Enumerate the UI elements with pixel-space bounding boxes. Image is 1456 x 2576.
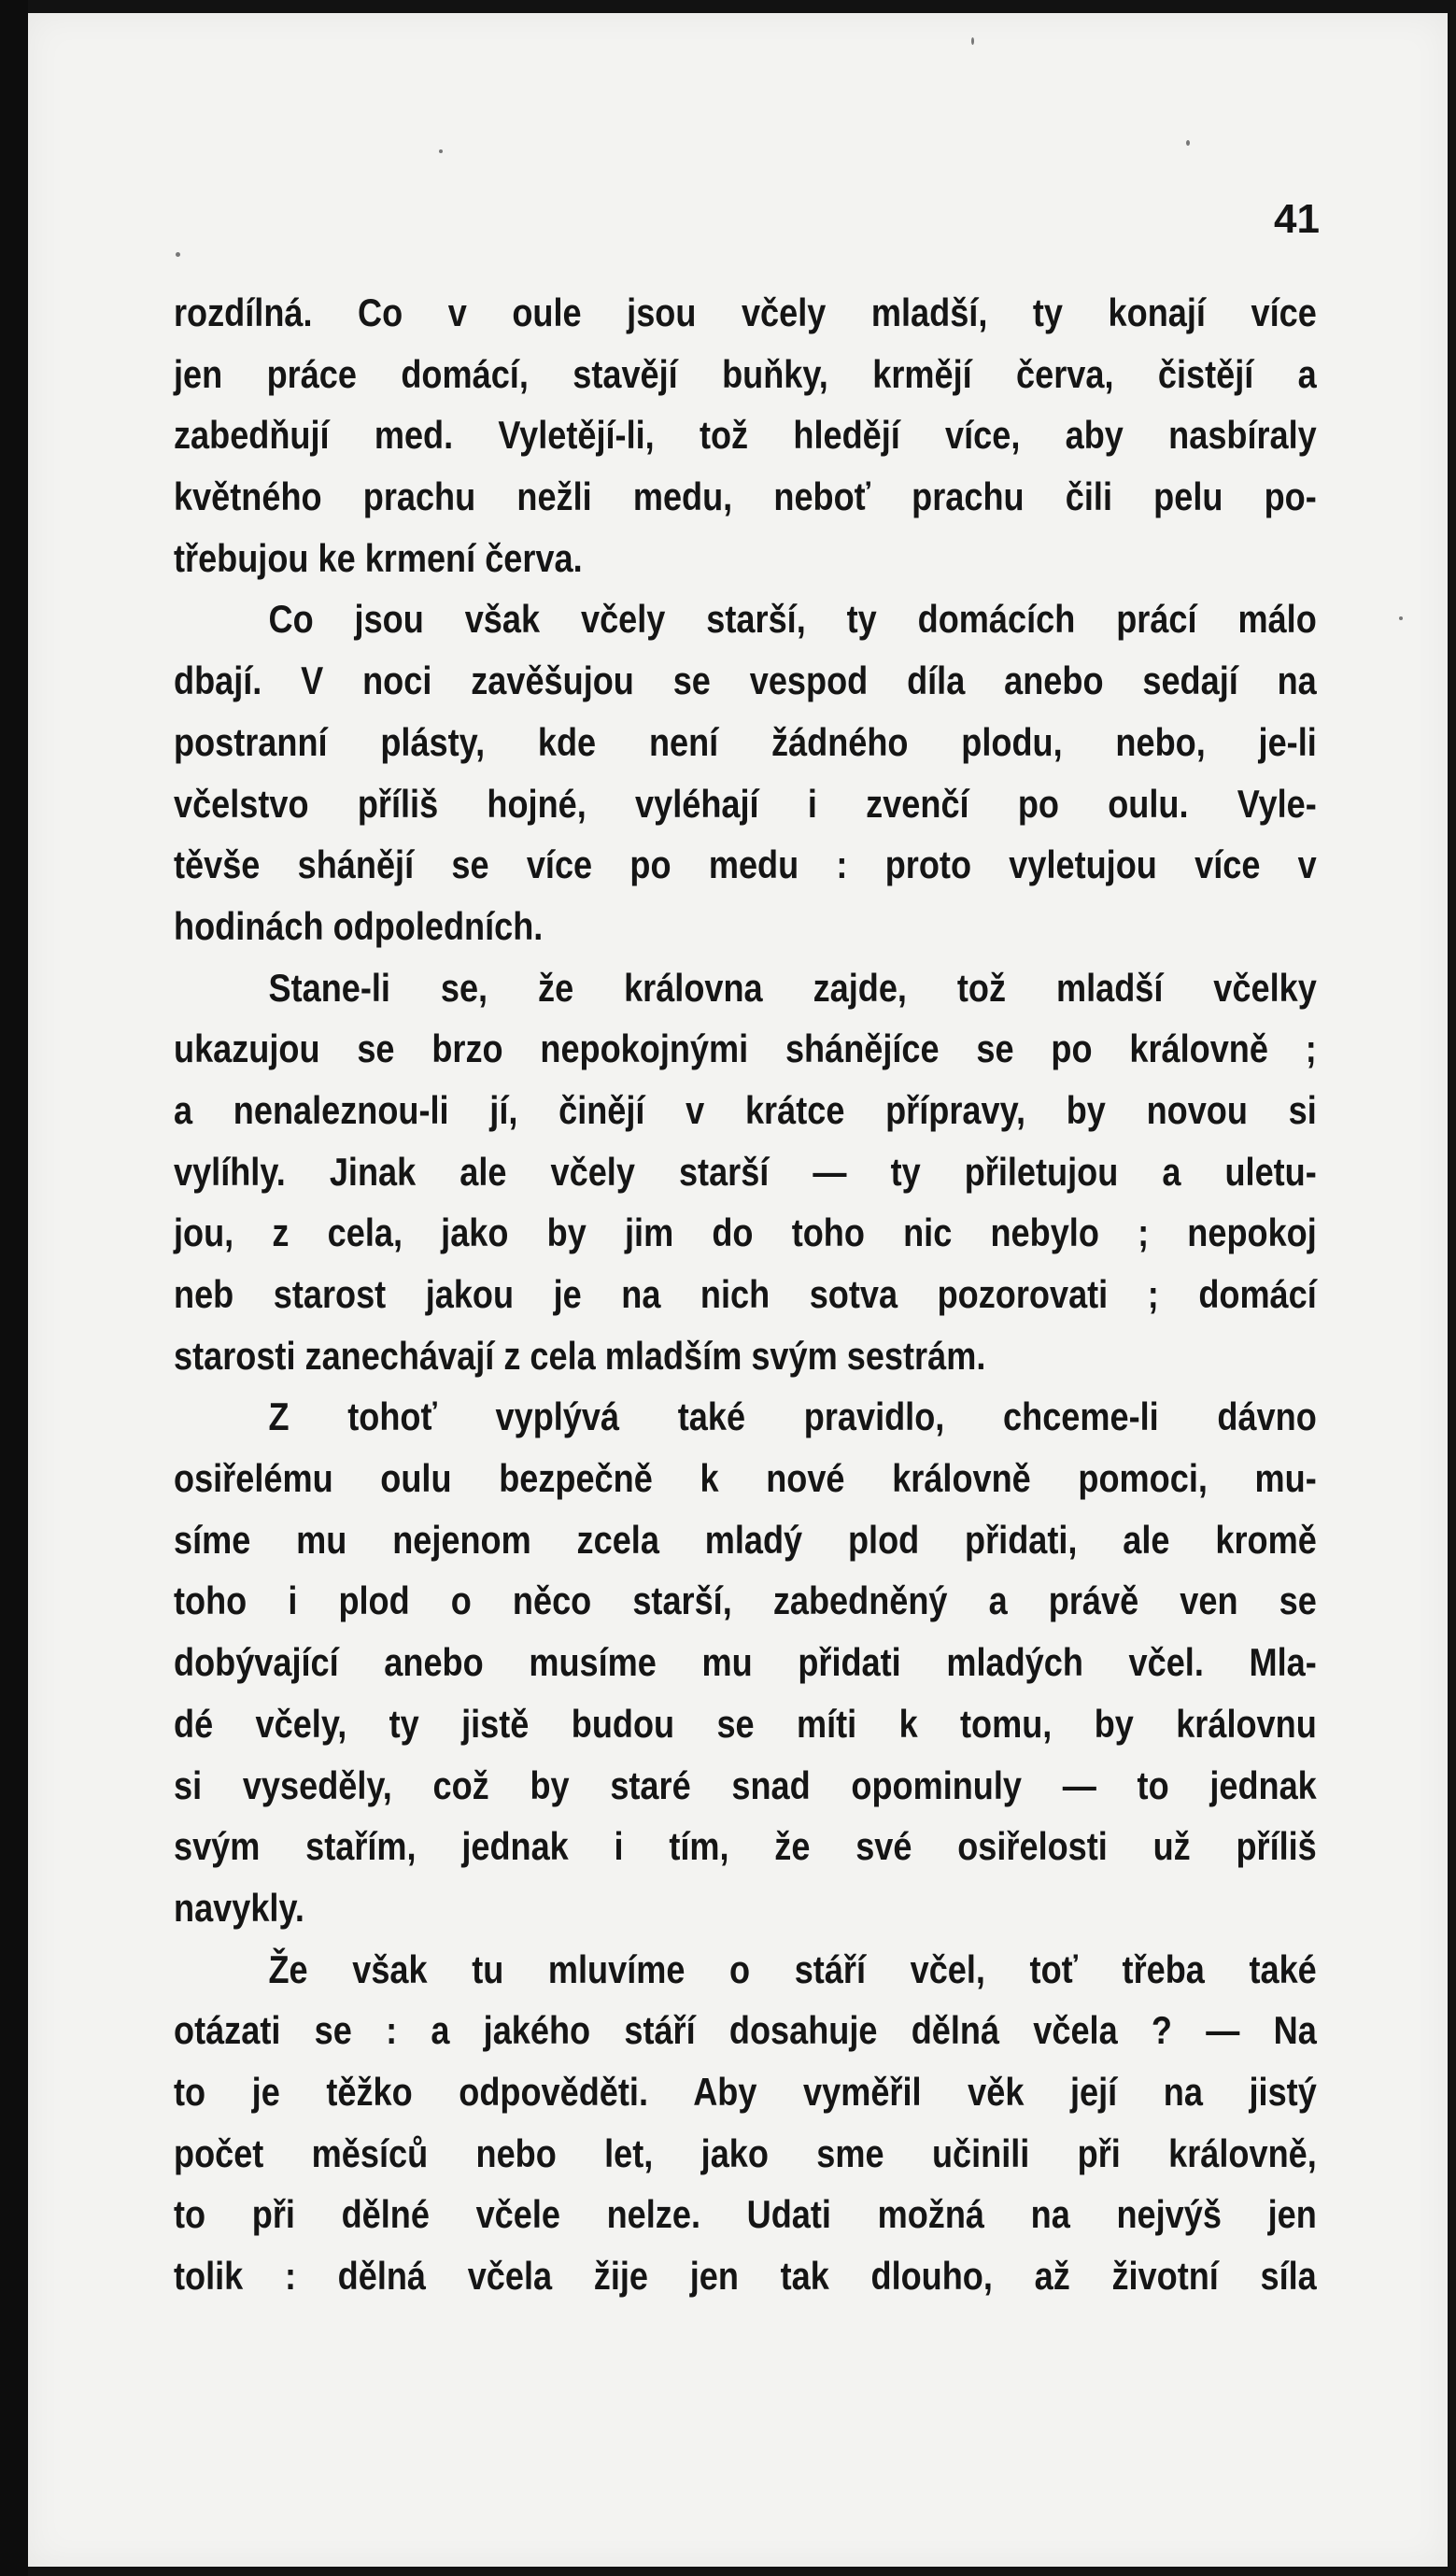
text-line: těvše shánějí se více po medu : proto vyletujou více v xyxy=(174,842,1317,887)
text-line: tolik : dělná včela žije jen tak dlouho, až životní síla xyxy=(174,2254,1317,2298)
text-line: počet měsíců nebo let, jako sme učinili při královně, xyxy=(174,2130,1317,2175)
text-line: třebujou ke krmení červa. xyxy=(174,535,583,580)
page-number: 41 xyxy=(1274,196,1320,242)
text-line: toho i plod o něco starší, zabedněný a právě ven se xyxy=(174,1578,1317,1623)
scan-speck xyxy=(1186,140,1190,146)
text-line: Že však tu mluvíme o stáří včel, toť třeba také xyxy=(268,1946,1317,1991)
text-line: Stane-li se, že královna zajde, tož mladší včelky xyxy=(268,965,1317,1010)
text-line: si vyseděly, což by staré snad opominuly — to jednak xyxy=(174,1762,1317,1807)
text-line: hodinách odpoledních. xyxy=(174,903,544,948)
text-line: otázati se : a jakého stáří dosahuje dělná včela ? — Na xyxy=(174,2008,1317,2053)
scan-speck xyxy=(971,37,974,45)
text-line: to je těžko odpověděti. Aby vyměřil věk její na jistý xyxy=(174,2069,1317,2114)
text-line: Z tohoť vyplývá také pravidlo, chceme-li dávno xyxy=(268,1394,1317,1439)
page-left-edge-shadow xyxy=(0,0,28,2576)
text-line: včelstvo příliš hojné, vyléhají i zvenčí po oulu. Vyle- xyxy=(174,781,1317,826)
text-line: jou, z cela, jako by jim do toho nic nebylo ; nepokoj xyxy=(174,1210,1317,1255)
text-line: vylíhly. Jinak ale včely starší — ty přiletujou a uletu- xyxy=(174,1149,1317,1194)
text-line: to při dělné včele nelze. Udati možná na nejvýš jen xyxy=(174,2192,1317,2237)
text-line: rozdílná. Co v oule jsou včely mladší, ty konají více xyxy=(174,290,1317,334)
text-line: jen práce domácí, stavějí buňky, krmějí červa, čistějí a xyxy=(174,351,1317,396)
scan-speck xyxy=(439,149,443,153)
text-line: Co jsou však včely starší, ty domácích prácí málo xyxy=(268,597,1317,642)
text-line: postranní plásty, kde není žádného plodu, nebo, je-li xyxy=(174,719,1317,764)
scan-speck xyxy=(1399,616,1403,620)
text-line: neb starost jakou je na nich sotva pozorovati ; domácí xyxy=(174,1272,1317,1316)
body-text xyxy=(174,282,1317,2307)
text-line: osiřelému oulu bezpečně k nové královně pomoci, mu- xyxy=(174,1456,1317,1501)
text-line: dé včely, ty jistě budou se míti k tomu, by královnu xyxy=(174,1701,1317,1746)
text-line: starosti zanechávají z cela mladším svým sestrám. xyxy=(174,1333,986,1378)
text-line: zabedňují med. Vyletějí-li, tož hledějí více, aby nasbíraly xyxy=(174,413,1317,458)
text-line: navykly. xyxy=(174,1885,304,1930)
text-line: síme mu nejenom zcela mladý plod přidati, ale kromě xyxy=(174,1517,1317,1562)
text-line: svým stařím, jednak i tím, že své osiřelosti už příliš xyxy=(174,1824,1317,1869)
text-line: dobývající anebo musíme mu přidati mladých včel. Mla- xyxy=(174,1640,1317,1685)
text-line: ukazujou se brzo nepokojnými shánějíce se po královně ; xyxy=(174,1026,1317,1071)
text-line: a nenaleznou-li jí, činějí v krátce přípravy, by novou si xyxy=(174,1087,1317,1132)
text-line: květného prachu nežli medu, neboť prachu čili pelu po- xyxy=(174,474,1317,519)
scan-speck xyxy=(176,252,180,257)
text-line: dbají. V noci zavěšujou se vespod díla anebo sedají na xyxy=(174,658,1317,703)
